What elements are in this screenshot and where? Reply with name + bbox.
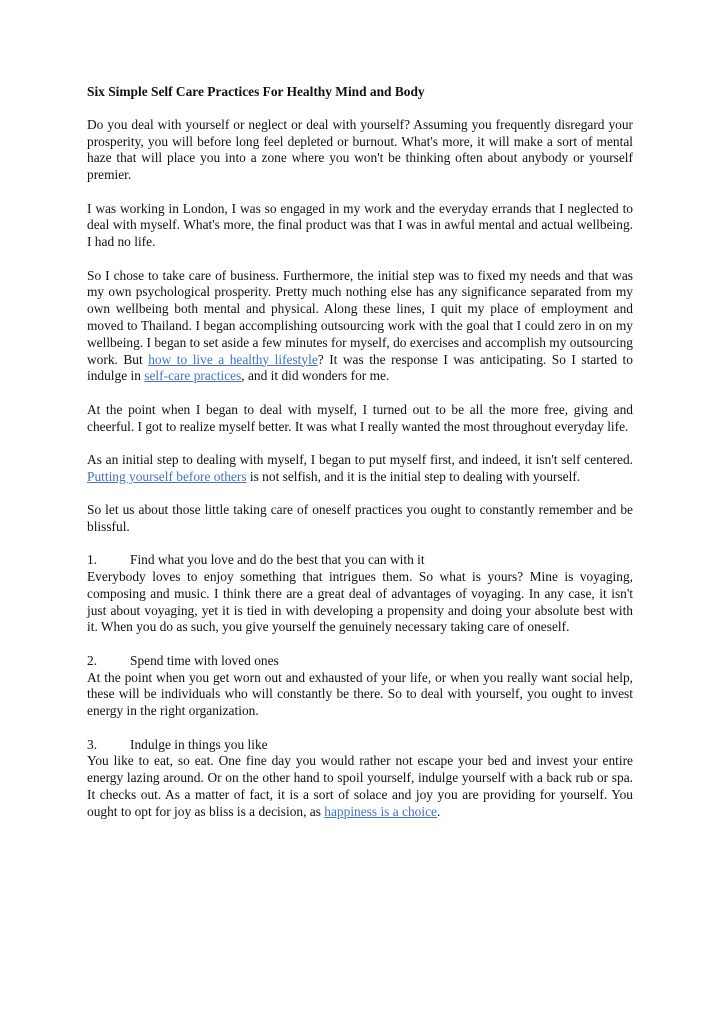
list-number: 2. bbox=[87, 652, 98, 668]
list-heading-text: Spend time with loved ones bbox=[130, 652, 279, 668]
self-care-practices-link[interactable]: self-care practices bbox=[144, 368, 242, 384]
list-number: 1. bbox=[87, 552, 98, 568]
happiness-choice-link[interactable]: happiness is a choice bbox=[324, 803, 437, 819]
list-item-body bbox=[87, 753, 633, 820]
document-page bbox=[87, 84, 633, 821]
list-item-body: At the point when you get worn out and exhausted of your life, or when you really want social help, these will be individuals who will constantly be there. So to deal with yourself, you ought to invest energy in the right organization. bbox=[87, 669, 633, 719]
paragraph-initial-step bbox=[87, 452, 633, 486]
paragraph-text: As an initial step to dealing with myself, I began to put myself first, and indeed, it isn't self centered. bbox=[87, 451, 633, 467]
paragraph-intro: Do you deal with yourself or neglect or deal with yourself? Assuming you frequently disregard your prosperity, you will before long feel depleted or burnout. What's more, it will make a sort of mental haze that will place you into a zone where you won't be thinking often about anybody or yourself premier. bbox=[87, 116, 633, 183]
list-item-heading bbox=[87, 653, 633, 670]
paragraph-text: , and it did wonders for me. bbox=[241, 368, 390, 384]
putting-yourself-link[interactable]: Putting yourself before others bbox=[87, 468, 247, 484]
list-heading-text: Indulge in things you like bbox=[130, 736, 268, 752]
paragraph-text: ? It was the response I was anticipating. So I started to indulge in bbox=[87, 351, 633, 384]
paragraph-business bbox=[87, 268, 633, 386]
paragraph-text: So I chose to take care of business. Furthermore, the initial step was to fixed my needs and that was my own psychological prosperity. Pretty much nothing else has any significance separated from my own wellbeing both mental and physical. Along these lines, I quit my place of employment and moved to Thailand. I began accomplishing outsourcing work with the goal that I could zero in on my wellbeing. I began to set aside a few minutes for myself, do exercises and accomplish my outsourcing work. But bbox=[87, 267, 633, 367]
paragraph-text: You like to eat, so eat. One fine day you would rather not escape your bed and invest your entire energy lazing around. Or on the other hand to spoil yourself, indulge yourself with a back rub or spa. It checks out. As a matter of fact, it is a sort of solace and joy you are providing for yourself. You ought to opt for joy as bliss is a decision, as bbox=[87, 753, 633, 819]
paragraph-london: I was working in London, I was so engaged in my work and the everyday errands that I neglected to deal with myself. What's more, the final product was that I was in awful mental and actual wellbeing. I had no life. bbox=[87, 200, 633, 250]
list-heading-text: Find what you love and do the best that you can with it bbox=[130, 552, 425, 568]
healthy-lifestyle-link[interactable]: how to live a healthy lifestyle bbox=[148, 351, 318, 367]
paragraph-text: is not selfish, and it is the initial step to dealing with yourself. bbox=[246, 468, 581, 484]
list-item-body: Everybody loves to enjoy something that intrigues them. So what is yours? Mine is voyaging, composing and music. I think there are a great deal of advantages of voyaging. In any case, it isn't just about voyaging, yet it is tied in with developing a propensity and doing your absolute best with it. When you do as such, you give yourself the genuinely necessary taking care of oneself. bbox=[87, 569, 633, 635]
list-item-heading bbox=[87, 737, 633, 754]
document-title: Six Simple Self Care Practices For Healthy Mind and Body bbox=[87, 84, 425, 99]
paragraph-blissful: So let us about those little taking care of oneself practices you ought to constantly remember and be blissful. bbox=[87, 502, 633, 534]
list-item-heading bbox=[87, 552, 633, 569]
list-number: 3. bbox=[87, 736, 98, 752]
paragraph-free: At the point when I began to deal with myself, I turned out to be all the more free, giving and cheerful. I got to realize myself better. It was what I really wanted the most throughout everyday life. bbox=[87, 401, 633, 434]
paragraph-text: . bbox=[436, 803, 441, 819]
